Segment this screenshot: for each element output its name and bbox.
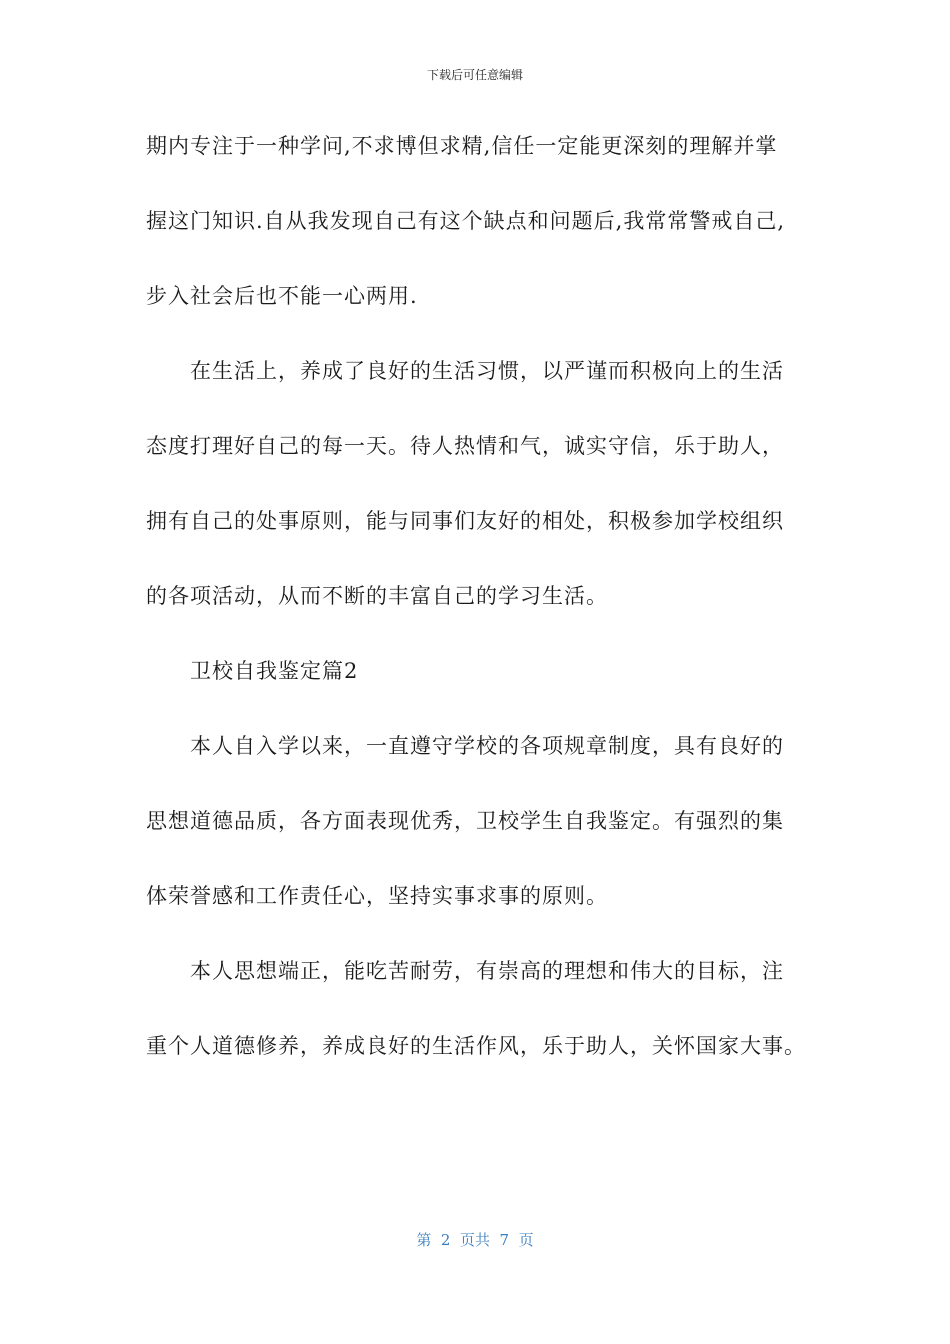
page-number: 第 2 页共 7 页: [416, 1231, 534, 1249]
text-line: 的各项活动，从而不断的丰富自己的学习生活。: [146, 584, 608, 608]
text-line: 态度打理好自己的每一天。待人热情和气，诚实守信，乐于助人，: [146, 434, 784, 458]
text-line: 本人自入学以来，一直遵守学校的各项规章制度，具有良好的: [146, 734, 784, 758]
text-line: 本人思想端正，能吃苦耐劳，有崇高的理想和伟大的目标，注: [146, 959, 784, 983]
text-line: 期内专注于一种学问,不求博但求精,信任一定能更深刻的理解并掌: [146, 134, 778, 158]
text-line: 体荣誉感和工作责任心，坚持实事求事的原则。: [146, 884, 608, 908]
page-header: 下载后可任意编辑: [426, 68, 523, 82]
text-line: 思想道德品质，各方面表现优秀，卫校学生自我鉴定。有强烈的集: [146, 809, 784, 833]
text-line: 重个人道德修养，养成良好的生活作风，乐于助人，关怀国家大事。: [146, 1034, 806, 1058]
text-line: 在生活上，养成了良好的生活习惯，以严谨而积极向上的生活: [146, 359, 784, 383]
text-line: 握这门知识.自从我发现自己有这个缺点和问题后,我常常警戒自己,: [146, 209, 786, 233]
section-heading: 卫校自我鉴定篇2: [146, 659, 359, 683]
text-line: 步入社会后也不能一心两用.: [146, 284, 418, 308]
text-line: 拥有自己的处事原则，能与同事们友好的相处，积极参加学校组织: [146, 509, 784, 533]
